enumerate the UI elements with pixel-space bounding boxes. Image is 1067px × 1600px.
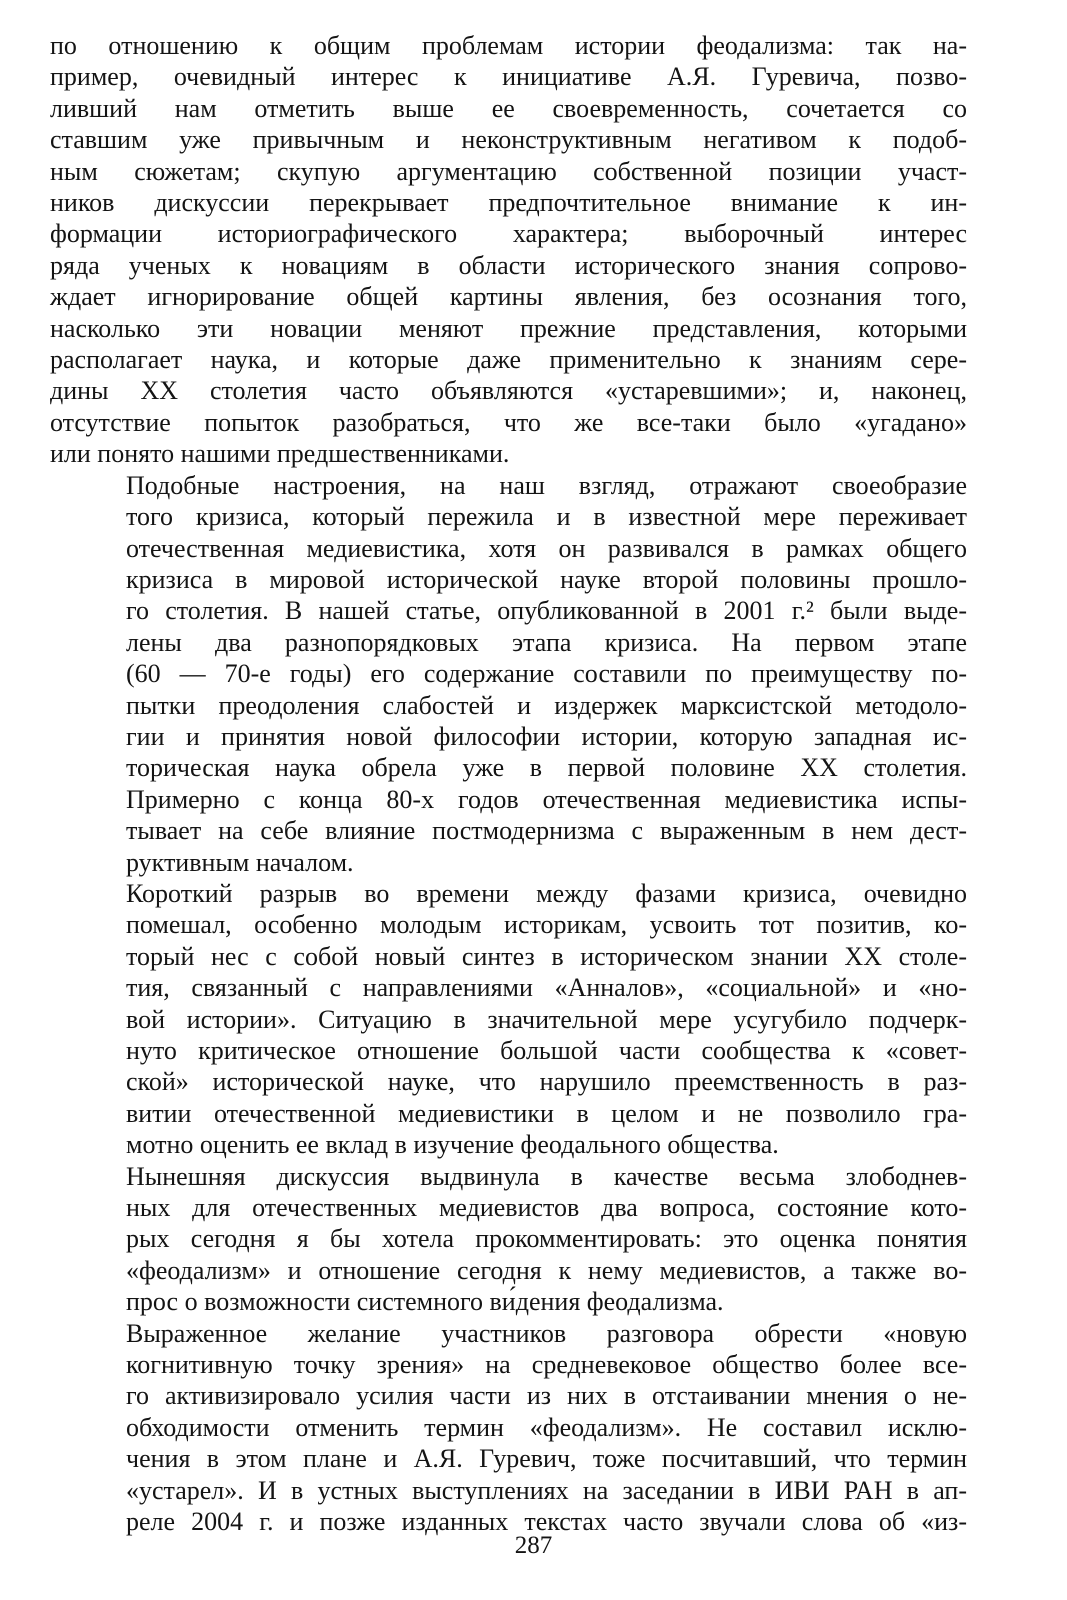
text-line: прос о возможности системного ви́дения феодализма. xyxy=(126,1287,724,1317)
text-line: «феодализм» и отношение сегодня к нему медиевистов, а также во- xyxy=(126,1255,967,1285)
text-line: ряда ученых к новациям в области исторического знания сопрово- xyxy=(50,250,967,280)
text-line: (60 — 70-е годы) его содержание составили по преимуществу по- xyxy=(126,659,967,689)
text-line: чения в этом плане и А.Я. Гуревич, тоже посчитавший, что термин xyxy=(126,1444,967,1474)
text-line: рых сегодня я бы хотела прокомментировать: это оценка понятия xyxy=(126,1224,967,1254)
text-line: Короткий разрыв во времени между фазами кризиса, очевидно xyxy=(126,878,967,908)
paragraph xyxy=(50,878,967,1161)
text-line: располагает наука, и которые даже применительно к знаниям сере- xyxy=(50,345,967,375)
text-line: насколько эти новации меняют прежние представления, которыми xyxy=(50,313,967,343)
text-line: торый нес с собой новый синтез в историческом знании XX столе- xyxy=(126,941,967,971)
text-line: ской» исторической науке, что нарушило преемственность в раз- xyxy=(126,1067,967,1097)
text-line: помешал, особенно молодым историкам, усвоить тот позитив, ко- xyxy=(126,910,967,940)
text-line: го столетия. В нашей статье, опубликованной в 2001 г.² были выде- xyxy=(126,596,967,626)
paragraph xyxy=(50,1318,967,1538)
text-line: тывает на себе влияние постмодернизма с выраженным в нем дест- xyxy=(126,816,967,846)
page-number: 287 xyxy=(514,1532,553,1559)
paragraph xyxy=(50,470,967,878)
text-line: пытки преодоления слабостей и издержек марксистской методоло- xyxy=(126,690,967,720)
text-line: ставшим уже привычным и неконструктивным негативом к подоб- xyxy=(50,125,967,155)
text-line: го активизировало усилия части из них в отстаивании мнения о не- xyxy=(126,1381,967,1411)
text-line: ным сюжетам; скупую аргументацию собственной позиции участ- xyxy=(50,156,967,186)
paragraph xyxy=(50,30,967,470)
text-line: реле 2004 г. и позже изданных текстах часто звучали слова об «из- xyxy=(126,1507,967,1537)
text-line: того кризиса, который пережила и в известной мере переживает xyxy=(126,502,967,532)
text-line: отечественная медиевистика, хотя он развивался в рамках общего xyxy=(126,533,967,563)
text-line: Подобные настроения, на наш взгляд, отражают своеобразие xyxy=(126,470,967,500)
text-line: руктивным началом. xyxy=(126,847,354,877)
text-line: обходимости отменить термин «феодализм». Не составил исклю- xyxy=(126,1412,967,1442)
text-line: ников дискуссии перекрывает предпочтительное внимание к ин- xyxy=(50,188,967,218)
text-line: гии и принятия новой философии истории, которую западная ис- xyxy=(126,721,967,751)
text-line: лены два разнопорядковых этапа кризиса. На первом этапе xyxy=(126,627,967,657)
text-line: ливший нам отметить выше ее своевременность, сочетается со xyxy=(50,93,967,123)
text-line: Нынешняя дискуссия выдвинула в качестве весьма злободнев- xyxy=(126,1161,967,1191)
text-line: мотно оценить ее вклад в изучение феодального общества. xyxy=(126,1130,779,1160)
text-line: Примерно с конца 80-х годов отечественная медиевистика испы- xyxy=(126,784,967,814)
text-line: ных для отечественных медиевистов два вопроса, состояние кото- xyxy=(126,1193,967,1223)
text-line: или понято нашими предшественниками. xyxy=(50,439,510,469)
text-line: нуто критическое отношение большой части сообщества к «совет- xyxy=(126,1036,967,1065)
text-line: ждает игнорирование общей картины явления, без осознания того, xyxy=(50,282,967,312)
text-line: дины XX столетия часто объявляются «устаревшими»; и, наконец, xyxy=(50,376,967,406)
text-line: «устарел». И в устных выступлениях на заседании в ИВИ РАН в ап- xyxy=(126,1475,967,1505)
text-line: пример, очевидный интерес к инициативе А.Я. Гуревича, позво- xyxy=(50,62,967,92)
text-line: торическая наука обрела уже в первой половине XX столетия. xyxy=(126,753,967,783)
text-line: Выраженное желание участников разговора обрести «новую xyxy=(126,1318,967,1348)
text-line: отсутствие попыток разобраться, что же все-таки было «угадано» xyxy=(50,407,967,437)
text-line: формации историографического характера; выборочный интерес xyxy=(50,219,967,249)
text-line: тия, связанный с направлениями «Анналов», «социальной» и «но- xyxy=(126,973,967,1003)
paragraph xyxy=(50,1161,967,1318)
text-line: кризиса в мировой исторической науке второй половины прошло- xyxy=(126,564,967,594)
text-line: по отношению к общим проблемам истории феодализма: так на- xyxy=(50,31,967,60)
page-body xyxy=(50,30,967,1538)
text-line: когнитивную точку зрения» на средневековое общество более все- xyxy=(126,1350,967,1380)
text-line: витии отечественной медиевистики в целом и не позволило гра- xyxy=(126,1098,967,1128)
text-line: вой истории». Ситуацию в значительной мере усугубило подчерк- xyxy=(126,1004,967,1034)
